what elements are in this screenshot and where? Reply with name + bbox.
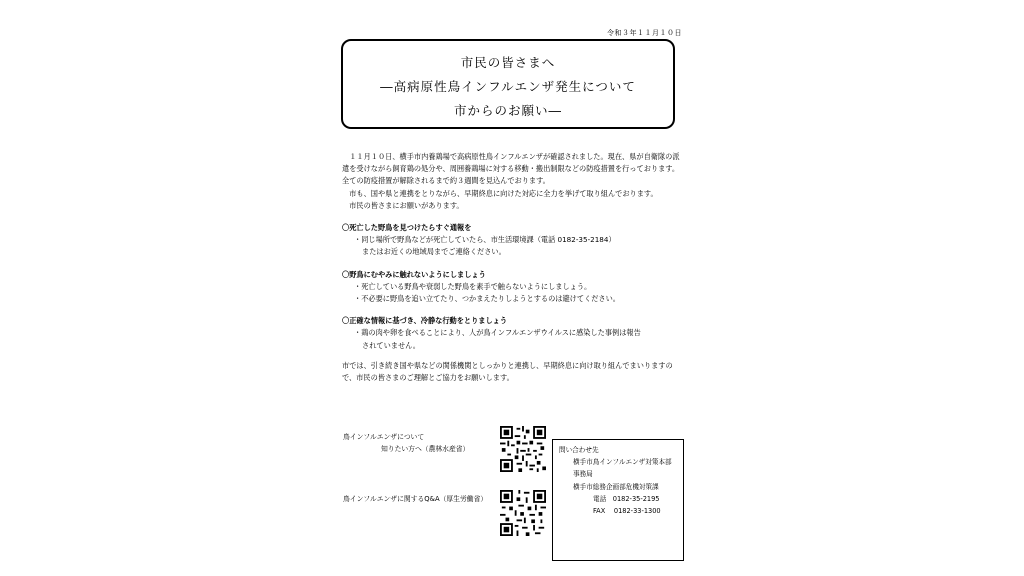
title-line-2: ―高病原性鳥インフルエンザ発生について (380, 79, 636, 94)
section-title: 〇野鳥にむやみに触れないようにしましょう (342, 269, 486, 279)
section-line: またはお近くの地域局までご連絡ください。 (362, 247, 506, 257)
title-line-1: 市民の皆さまへ (460, 55, 556, 70)
contact-fax: FAX 0182-33-1300 (593, 507, 661, 516)
maff-qr-code[interactable] (500, 426, 546, 472)
contact-org-1: 横手市鳥インフルエンザ対策本部 (573, 458, 672, 467)
intro-paragraph-3: 市民の皆さまにお願いがあります。 (349, 200, 464, 210)
section-line: されていません。 (362, 340, 420, 350)
closing-paragraph: 市では、引き続き国や県などの関係機関としっかりと連携し、早期終息に向け取り組んでまいりますので、市民の皆さまのご理解とご協力をお願いします。 (342, 360, 673, 383)
intro-paragraph-2: 市も、国や県と連携をとりながら、早期終息に向けた対応に全力を挙げて取り組んでおります。 (349, 188, 658, 198)
mhlw-link-label: 鳥インフルエンザに関するQ&A（厚生労働省） (343, 495, 488, 503)
contact-org-2: 事務局 (573, 470, 593, 479)
document-page (330, 22, 690, 568)
title-line-3: 市からのお願い― (453, 103, 562, 118)
section-line: ・不必要に野鳥を追い立てたり、つかまえたりしようとするのは避けてください。 (354, 294, 620, 304)
section-line: ・同じ場所で野鳥などが死亡していたら、市生活環境課（電話 0182-35-2184） (354, 235, 616, 245)
maff-link-label (343, 431, 469, 455)
contact-org-3: 横手市総務企画部危機対策課 (573, 482, 659, 491)
section-line: ・鶏の肉や卵を食べることにより、人が鳥インフルエンザウイルスに感染した事例は報告 (354, 328, 641, 338)
section-calm-action (342, 315, 680, 352)
section-report-dead-birds (342, 222, 680, 259)
section-line: ・死亡している野鳥や衰弱した野鳥を素手で触らないようにしましょう。 (354, 281, 592, 291)
document-date: 令和３年１１月１０日 (607, 29, 682, 37)
contact-tel: 電話 0182-35-2195 (593, 494, 660, 503)
contact-heading: 問い合わせ先 (559, 446, 599, 454)
contact-box (552, 439, 684, 561)
notice-body (342, 151, 680, 384)
section-do-not-touch (342, 269, 680, 306)
maff-link-line-1: 鳥インフルエンザについて (343, 433, 425, 441)
mhlw-qr-code[interactable] (500, 490, 546, 536)
section-title: 〇正確な情報に基づき、冷静な行動をとりましょう (342, 316, 508, 326)
section-title: 〇死亡した野鳥を見つけたらすぐ通報を (342, 223, 472, 233)
intro-paragraph-1: １１月１０日、横手市内養鶏場で高病原性鳥インフルエンザが確認されました。現在、県が自衛隊の派遣を受けながら飼育鶏の処分や、周囲養鶏場に対する移動・搬出制限などの防疫措置を行っております。全ての防疫措置が解除されるまで約３週間を見込んでおります。 (342, 152, 680, 186)
title-box (341, 39, 675, 129)
maff-link-line-2: 知りたい方へ（農林水産省） (381, 445, 470, 453)
